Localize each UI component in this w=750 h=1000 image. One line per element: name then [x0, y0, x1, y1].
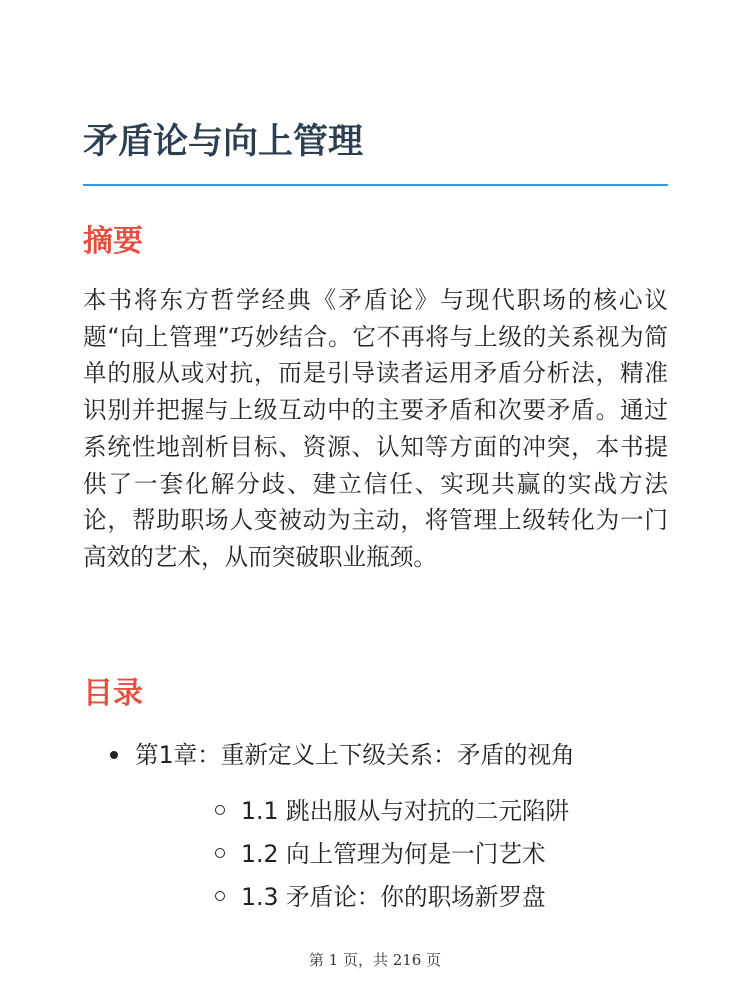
title-divider: [83, 184, 668, 186]
page-number-label: 第 1 页，共 216 页: [308, 951, 442, 969]
document-title: 矛盾论与向上管理: [83, 122, 364, 162]
toc-sublist: [135, 793, 668, 915]
abstract-paragraph: 本书将东方哲学经典《矛盾论》与现代职场的核心议题“向上管理”巧妙结合。它不再将与上级的关系视为简单的服从或对抗，而是引导读者运用矛盾分析法，精准识别并把握与上级互动中的主要矛盾和次要矛盾。通过系统性地剖析目标、资源、认知等方面的冲突，本书提供了一套化解分歧、建立信任、实现共赢的实战方法论，帮助职场人变被动为主动，将管理上级转化为一门高效的艺术，从而突破职业瓶颈。: [83, 286, 668, 571]
abstract-heading: 摘要: [83, 224, 143, 259]
bullet-circle-icon: [215, 891, 225, 901]
toc-chapter-1[interactable]: [83, 737, 668, 915]
toc-section-item[interactable]: [135, 836, 668, 872]
toc-heading: 目录: [83, 676, 143, 711]
toc-section-label: 1.3 矛盾论：你的职场新罗盘: [241, 883, 546, 911]
toc-section-label: 1.1 跳出服从与对抗的二元陷阱: [241, 797, 570, 825]
toc-section-item[interactable]: [135, 793, 668, 829]
toc-section-item[interactable]: [135, 879, 668, 915]
toc-section-label: 1.2 向上管理为何是一门艺术: [241, 840, 546, 868]
bullet-circle-icon: [215, 805, 225, 815]
bullet-disc-icon: [110, 751, 118, 759]
toc-list: [83, 737, 668, 922]
bullet-circle-icon: [215, 848, 225, 858]
toc-chapter-label: 第1章：重新定义上下级关系：矛盾的视角: [135, 741, 575, 769]
page-footer: [0, 950, 750, 970]
